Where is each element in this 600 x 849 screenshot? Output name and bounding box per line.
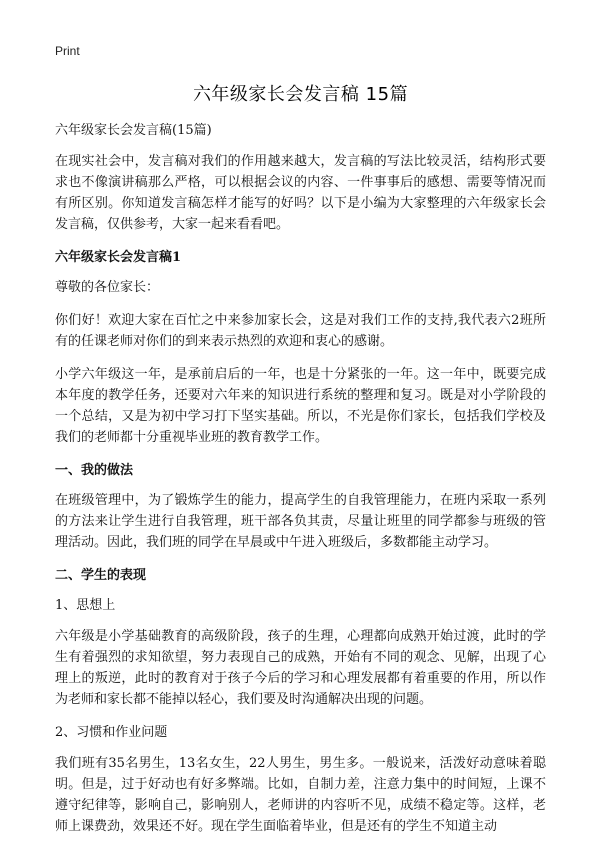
intro-paragraph: 在现实社会中，发言稿对我们的作用越来越大，发言稿的写法比较灵活，结构形式要求也不像演讲稿那么严格，可以根据会议的内容、一件事事后的感想、需要等情况而有所区别。你知道发言稿怎样才能写的好吗？以下是小编为大家整理的六年级家长会发言稿，仅供参考，大家一起来看看吧。 — [55, 154, 546, 232]
method-paragraph: 在班级管理中，为了锻炼学生的能力，提高学生的自我管理能力，在班内采取一系列的方法来让学生进行自我管理，班干部各负其责，尽量让班里的同学都参与班级的管理活动。因此，我们班的同学在早晨或中午进入班级后，多数都能主动学习。 — [55, 493, 546, 550]
thought-paragraph: 六年级是小学基础教育的高级阶段，孩子的生理，心理都向成熟开始过渡，此时的学生有着强烈的求知欲望，努力表现自己的成熟，开始有不同的观念、见解，出现了心理上的叛逆，此时的教育对于孩子今后的学习和心理发展都有着重要的作用，所以作为老师和家长都不能掉以轻心，我们要及时沟通解决出现的问题。 — [55, 629, 546, 707]
year-overview-paragraph: 小学六年级这一年，是承前启后的一年，也是十分紧张的一年。这一年中，既要完成本年度的教学任务，还要对六年来的知识进行系统的整理和复习。既是对小学阶段的一个总结，又是为初中学习打下坚实基础。所以，不光是你们家长，包括我们学校及我们的老师都十分重视毕业班的教育教学工作。 — [55, 367, 546, 445]
greeting-line: 尊敬的各位家长： — [55, 280, 160, 295]
speech-heading: 六年级家长会发言稿1 — [55, 250, 182, 265]
subheading-thought: 1、思想上 — [55, 598, 116, 613]
section-heading-method: 一、我的做法 — [55, 463, 134, 478]
subheading-habit: 2、习惯和作业问题 — [55, 725, 168, 740]
habit-paragraph: 我们班有35名男生，13名女生，22人男生，男生多。一般说来，活泼好动意味着聪明。但是，过于好动也有好多弊端。比如，自制力差，注意力集中的时间短，上课不遵守纪律等，影响自己，影响别人，老师讲的内容听不见，成绩不稳定等。这样，老师上课费劲，效果还不好。现在学生面临着毕业，但是还有的学生不知道主动 — [55, 756, 546, 834]
print-link[interactable]: Print — [55, 44, 80, 58]
welcome-paragraph: 你们好！欢迎大家在百忙之中来参加家长会，这是对我们工作的支持,我代表六2班所有的任课老师对你们的到来表示热烈的欢迎和衷心的感谢。 — [55, 313, 546, 349]
article-body — [55, 120, 546, 849]
document-subtitle: 六年级家长会发言稿(15篇) — [55, 123, 212, 138]
section-heading-performance: 二、学生的表现 — [55, 568, 147, 583]
page-title: 六年级家长会发言稿 15篇 — [192, 84, 409, 105]
